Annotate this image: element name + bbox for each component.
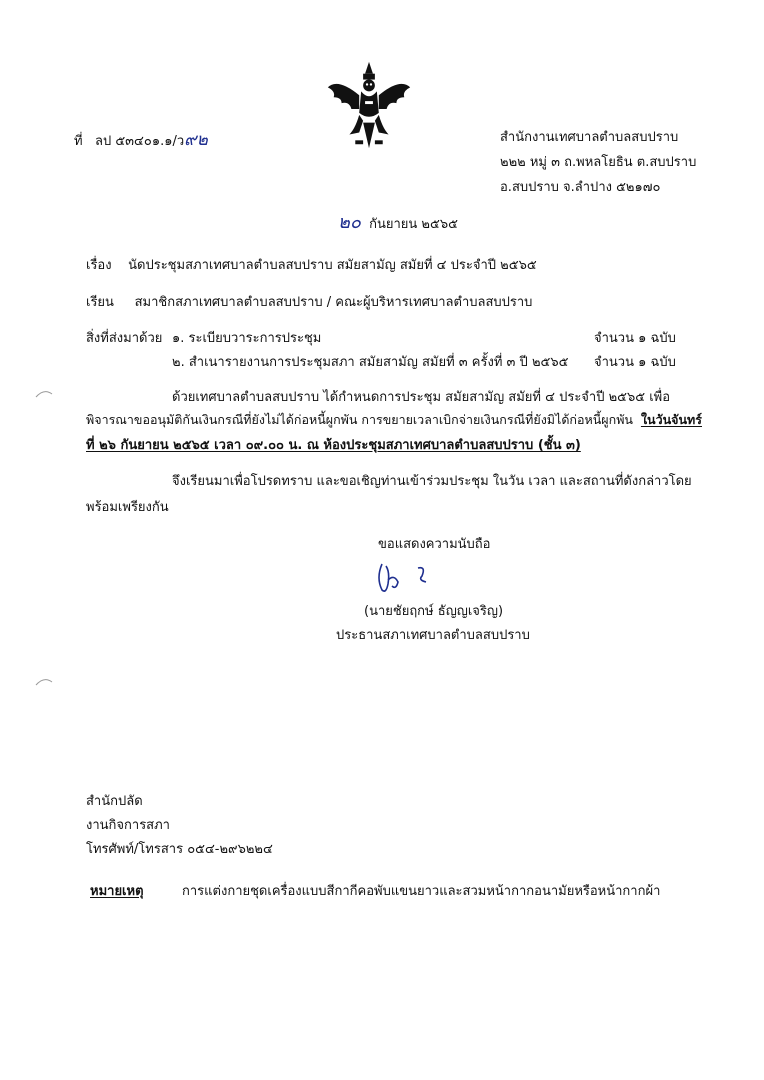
enclosure-qty: จำนวน ๑ ฉบับ	[594, 331, 676, 346]
enclosure-item: ๑. ระเบียบวาระการประชุม	[172, 331, 322, 346]
office-address-line2: อ.สบปราบ จ.ลำปาง ๕๒๑๗๐	[500, 180, 661, 195]
enclosures-label: สิ่งที่ส่งมาด้วย	[86, 331, 163, 346]
meeting-day: ในวันจันทร์	[640, 412, 702, 427]
reference-label: ที่	[74, 134, 83, 149]
date-day-handwritten: ๒๐	[338, 212, 361, 233]
body-paragraph-2-line1: จึงเรียนมาเพื่อโปรดทราบ และขอเชิญท่านเข้าร่วมประชุม ในวัน เวลา และสถานที่ดังกล่าวโดย	[172, 474, 692, 489]
body-paragraph-2-line2: พร้อมเพรียงกัน	[86, 500, 169, 515]
garuda-emblem-icon	[320, 58, 418, 156]
punch-hole-mark	[34, 676, 54, 686]
signer-name: (นายชัยฤกษ์ ธัญญเจริญ)	[364, 604, 504, 619]
note-label: หมายเหตุ	[90, 884, 144, 899]
reference-handwritten: ๙๒	[184, 130, 208, 150]
body-text: พิจารณาขออนุมัติกันเงินกรณีที่ยังไม่ได้ก่อหนี้ผูกพัน การขยายเวลาเบิกจ่ายเงินกรณีที่ยังมิได้ก่อหนี้ผูกพัน	[86, 412, 633, 427]
subject-text: นัดประชุมสภาเทศบาลตำบลสบปราบ สมัยสามัญ สมัยที่ ๔ ประจำปี ๒๕๖๕	[128, 258, 537, 273]
subject-label: เรื่อง	[86, 258, 112, 273]
recipient-text: สมาชิกสภาเทศบาลตำบลสบปราบ / คณะผู้บริหารเทศบาลตำบลสบปราบ	[134, 295, 533, 310]
reference-number	[74, 126, 208, 153]
footer-section: งานกิจการสภา	[86, 818, 170, 833]
note-text: การแต่งกายชุดเครื่องแบบสีกากีคอพับแขนยาวและสวมหน้ากากอนามัยหรือหน้ากากผ้า	[182, 884, 661, 899]
subject-line	[86, 254, 537, 275]
reference-printed: ลป ๕๓๔๐๑.๑/ว	[94, 134, 185, 149]
date-month-year: กันยายน ๒๕๖๕	[369, 217, 458, 232]
body-paragraph-1-line2	[86, 410, 702, 430]
recipient-label: เรียน	[86, 295, 114, 310]
recipient-line	[86, 291, 532, 312]
body-paragraph-1-line1: ด้วยเทศบาลตำบลสบปราบ ได้กำหนดการประชุม สมัยสามัญ สมัยที่ ๔ ประจำปี ๒๕๖๕ เพื่อ	[172, 390, 671, 405]
footer-department: สำนักปลัด	[86, 794, 143, 809]
signer-position: ประธานสภาเทศบาลตำบลสบปราบ	[336, 628, 530, 643]
closing-salutation: ขอแสดงความนับถือ	[378, 537, 491, 552]
signature-mark	[372, 560, 442, 596]
enclosure-qty: จำนวน ๑ ฉบับ	[594, 355, 676, 370]
meeting-datetime-place: ที่ ๒๖ กันยายน ๒๕๖๕ เวลา ๐๙.๐๐ น. ณ ห้องประชุมสภาเทศบาลตำบลสบปราบ (ชั้น ๓)	[86, 438, 581, 453]
office-name: สำนักงานเทศบาลตำบลสบปราบ	[500, 130, 679, 145]
office-address-line1: ๒๒๒ หมู่ ๓ ถ.พหลโยธิน ต.สบปราบ	[500, 155, 697, 170]
enclosure-item: ๒. สำเนารายงานการประชุมสภา สมัยสามัญ สมัยที่ ๓ ครั้งที่ ๓ ปี ๒๕๖๕	[172, 355, 569, 370]
punch-hole-mark	[34, 388, 54, 398]
footer-phone: โทรศัพท์/โทรสาร ๐๕๔-๒๙๖๒๒๔	[86, 842, 273, 857]
document-date	[338, 207, 458, 236]
